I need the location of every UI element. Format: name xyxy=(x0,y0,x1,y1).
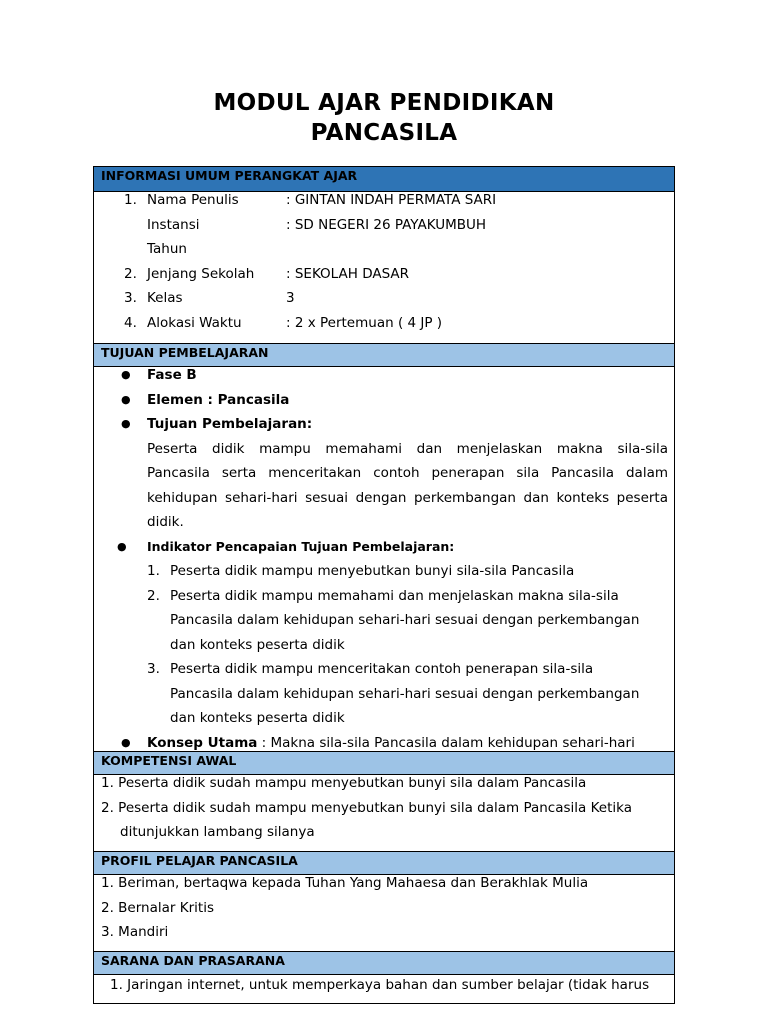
title-line-2: PANCASILA xyxy=(310,120,458,146)
list-item xyxy=(94,584,674,609)
info-row-value: 3 xyxy=(286,290,295,306)
bullet-icon: ● xyxy=(121,392,131,406)
info-row-number: 3. xyxy=(124,290,137,306)
list-item xyxy=(94,796,674,821)
list-item-continuation xyxy=(94,682,674,707)
kompetensi-item: 2. Peserta didik sudah mampu menyebutkan bunyi sila dalam Pancasila Ketika xyxy=(101,799,632,816)
konsep-utama-value: : Makna sila-sila Pancasila dalam kehidupan sehari-hari xyxy=(257,734,635,751)
indikator-text: Pancasila dalam kehidupan sehari-hari sesuai dengan perkembangan xyxy=(170,685,640,702)
list-item-continuation xyxy=(94,633,674,658)
tujuan-pembelajaran-label: Tujuan Pembelajaran: xyxy=(147,416,313,432)
info-row-label: Instansi xyxy=(147,216,200,233)
indikator-text: Peserta didik mampu menyebutkan bunyi sila-sila Pancasila xyxy=(170,563,575,579)
konsep-utama-label: Konsep Utama xyxy=(147,734,258,751)
paragraph-line xyxy=(94,486,674,511)
info-row-number: 4. xyxy=(124,314,137,331)
indikator-text: Peserta didik mampu menceritakan contoh penerapan sila-sila xyxy=(170,661,594,677)
info-row-number: 2. xyxy=(124,265,137,282)
info-row-value: : SD NEGERI 26 PAYAKUMBUH xyxy=(286,216,487,233)
info-row-label: Kelas xyxy=(147,290,183,306)
bullet-icon: ● xyxy=(121,368,131,381)
profil-item: 1. Beriman, bertaqwa kepada Tuhan Yang Mahaesa dan Berakhlak Mulia xyxy=(101,875,589,891)
indikator-label: Indikator Pencapaian Tujuan Pembelajaran: xyxy=(147,538,455,554)
info-row xyxy=(94,286,674,311)
section-header-tujuan: TUJUAN PEMBELAJARAN xyxy=(94,343,674,367)
list-item-continuation xyxy=(94,608,674,633)
indikator-number: 3. xyxy=(147,661,160,677)
list-item xyxy=(94,657,674,682)
paragraph-line xyxy=(94,437,674,462)
bullet-icon: ● xyxy=(121,417,131,430)
document-title xyxy=(0,88,768,148)
konsep-utama xyxy=(147,731,635,756)
list-item xyxy=(94,559,674,584)
info-row-number: 1. xyxy=(124,192,137,208)
list-item xyxy=(94,388,674,413)
paragraph-line xyxy=(94,510,674,535)
section-body-profil xyxy=(94,875,674,951)
info-row-label: Jenjang Sekolah xyxy=(147,265,255,282)
profil-item: 3. Mandiri xyxy=(101,924,169,940)
kompetensi-item: ditunjukkan lambang silanya xyxy=(120,824,315,840)
kompetensi-item: 1. Peserta didik sudah mampu menyebutkan bunyi sila dalam Pancasila xyxy=(101,775,587,791)
tujuan-text-line: kehidupan sehari-hari sesuai dengan perkembangan dan konteks peserta xyxy=(147,489,668,506)
section-body-informasi xyxy=(94,192,674,343)
info-row-label: Tahun xyxy=(147,241,187,257)
section-body-sarana xyxy=(94,975,674,1004)
indikator-number: 2. xyxy=(147,587,160,604)
section-header-profil: PROFIL PELAJAR PANCASILA xyxy=(94,851,674,875)
section-header-kompetensi: KOMPETENSI AWAL xyxy=(94,751,674,775)
paragraph-line xyxy=(94,461,674,486)
tujuan-text-line: Pancasila serta menceritakan contoh penerapan sila Pancasila dalam xyxy=(147,465,668,481)
info-row-label: Nama Penulis xyxy=(147,192,239,208)
info-row xyxy=(94,262,674,287)
info-row xyxy=(94,213,674,238)
list-item-continuation xyxy=(94,706,674,731)
section-body-kompetensi xyxy=(94,775,674,851)
list-item xyxy=(94,731,674,756)
indikator-number: 1. xyxy=(147,563,160,579)
tujuan-text-line: didik. xyxy=(147,514,184,530)
list-item xyxy=(94,973,674,998)
info-row-value: : SEKOLAH DASAR xyxy=(286,265,410,282)
section-header-sarana: SARANA DAN PRASARANA xyxy=(94,951,674,975)
info-row xyxy=(94,311,674,336)
list-item xyxy=(94,363,674,388)
indikator-text: Pancasila dalam kehidupan sehari-hari sesuai dengan perkembangan xyxy=(170,612,640,628)
list-item xyxy=(94,535,674,560)
indikator-text: dan konteks peserta didik xyxy=(170,710,345,726)
info-row-value: : GINTAN INDAH PERMATA SARI xyxy=(286,192,497,208)
section-body-tujuan xyxy=(94,367,674,751)
list-item xyxy=(94,771,674,796)
elemen-label: Elemen : Pancasila xyxy=(147,391,290,408)
profil-item: 2. Bernalar Kritis xyxy=(101,899,214,916)
sarana-item: 1. Jaringan internet, untuk memperkaya bahan dan sumber belajar (tidak harus xyxy=(110,977,650,993)
indikator-text: Peserta didik mampu memahami dan menjelaskan makna sila-sila xyxy=(170,587,619,604)
section-header-informasi: INFORMASI UMUM PERANGKAT AJAR xyxy=(94,167,674,192)
info-row-label: Alokasi Waktu xyxy=(147,314,242,331)
list-item xyxy=(94,920,674,945)
list-item xyxy=(94,896,674,921)
list-item xyxy=(94,412,674,437)
bullet-icon: ● xyxy=(121,735,131,749)
info-row xyxy=(94,188,674,213)
title-line-1: MODUL AJAR PENDIDIKAN xyxy=(213,90,555,116)
module-table xyxy=(93,166,675,1004)
tujuan-text-line: Peserta didik mampu memahami dan menjelaskan makna sila-sila xyxy=(147,440,668,457)
fase-label: Fase B xyxy=(147,367,197,383)
list-item xyxy=(94,871,674,896)
list-item-continuation xyxy=(94,820,674,845)
info-row-value: : 2 x Pertemuan ( 4 JP ) xyxy=(286,314,443,331)
indikator-text: dan konteks peserta didik xyxy=(170,636,345,653)
info-row xyxy=(94,237,674,262)
bullet-icon: ● xyxy=(117,539,127,553)
